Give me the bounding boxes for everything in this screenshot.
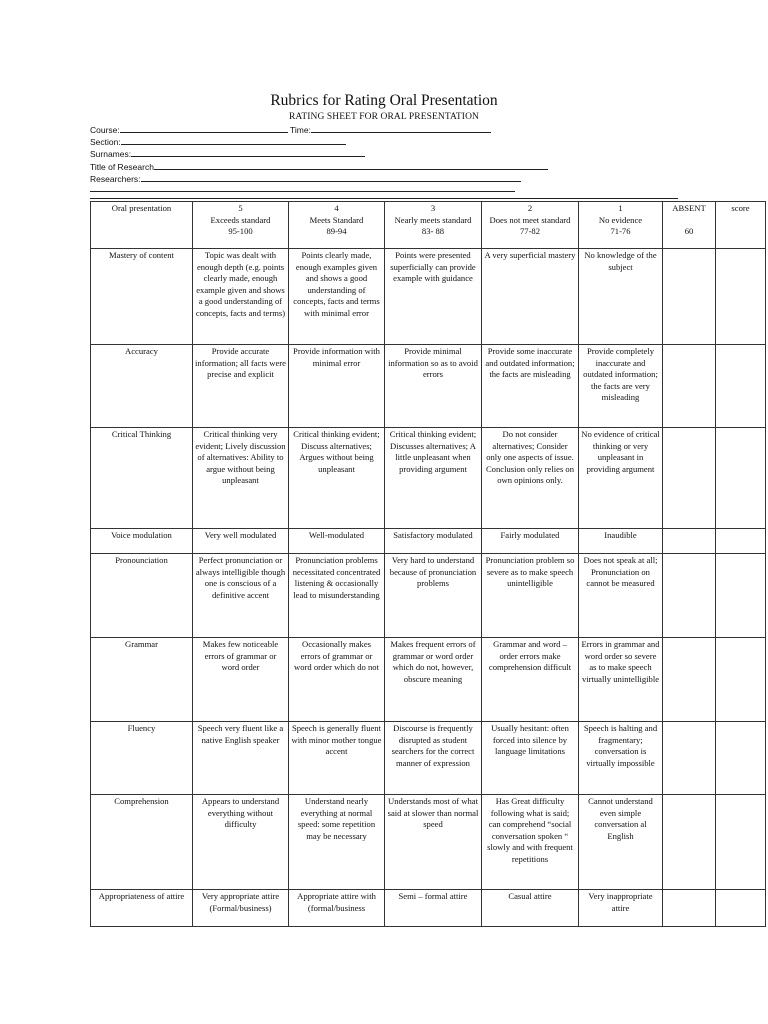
cell-level-2: Casual attire [482,890,579,927]
header-level-1: 1 No evidence 71-76 [579,202,663,249]
cell-level-1: Errors in grammar and word order so severe as to make speech virtually unintelligible [579,638,663,722]
score-cell[interactable] [716,638,766,722]
score-cell[interactable] [716,554,766,638]
cell-level-4: Speech is generally fluent with minor mother tongue accent [289,722,385,795]
surnames-label: Surnames: [90,149,132,159]
cell-level-1: Provide completely inaccurate and outdated information; the facts are very misleading [579,345,663,428]
surnames-field[interactable] [90,148,365,160]
header-level-5: 5 Exceeds standard 95-100 [193,202,289,249]
absent-cell[interactable] [663,722,716,795]
absent-cell[interactable] [663,345,716,428]
cell-level-3: Discourse is frequently disrupted as student searchers for the correct manner of expression [385,722,482,795]
header-absent: ABSENT 60 [663,202,716,249]
row-appropriateness-of-attire [91,890,766,927]
cell-level-5: Makes few noticeable errors of grammar or word order [193,638,289,722]
cell-level-1: Speech is halting and fragmentary; conversation is virtually impossible [579,722,663,795]
score-cell[interactable] [716,529,766,554]
cell-level-3: Critical thinking evident; Discusses alternatives; A little unpleasant when providing argument [385,428,482,529]
row-voice-modulation [91,529,766,554]
cell-level-3: Points were presented superficially can provide example with guidance [385,249,482,345]
cell-level-3: Very hard to understand because of pronunciation problems [385,554,482,638]
header-level-2: 2 Does not meet standard 77-82 [482,202,579,249]
cell-level-4: Well-modulated [289,529,385,554]
cell-level-4: Pronunciation problems necessitated concentrated listening & occasionally lead to misunderstanding [289,554,385,638]
absent-cell[interactable] [663,428,716,529]
score-cell[interactable] [716,249,766,345]
cell-level-5: Critical thinking very evident; Lively discussion of alternatives: Ability to argue without being unpleasant [193,428,289,529]
document-subtitle: RATING SHEET FOR ORAL PRESENTATION [288,112,479,122]
cell-level-2: Grammar and word – order errors make comprehension difficult [482,638,579,722]
absent-cell[interactable] [663,529,716,554]
score-cell[interactable] [716,890,766,927]
cell-level-2: Provide some inaccurate and outdated information; the facts are misleading [482,345,579,428]
cell-level-5: Perfect pronunciation or always intelligible though one is conscious of a definitive accent [193,554,289,638]
row-fluency [91,722,766,795]
cell-level-4: Occasionally makes errors of grammar or word order which do not [289,638,385,722]
criterion-label: Pronounciation [91,554,193,638]
header-criterion: Oral presentation [91,202,193,249]
cell-level-1: Does not speak at all; Pronunciation on cannot be measured [579,554,663,638]
cell-level-5: Speech very fluent like a native English speaker [193,722,289,795]
separator-line [90,198,678,199]
cell-level-5: Very appropriate attire (Formal/business) [193,890,289,927]
absent-cell[interactable] [663,554,716,638]
header-score: score [716,202,766,249]
criterion-label: Accuracy [91,345,193,428]
score-cell[interactable] [716,722,766,795]
absent-cell[interactable] [663,249,716,345]
cell-level-2: Usually hesitant: often forced into silence by language limitations [482,722,579,795]
row-grammar [91,638,766,722]
cell-level-2: Has Great difficulty following what is said; can comprehend “social conversation spoken “ slowly and with frequent repetitions [482,795,579,890]
cell-level-2: Do not consider alternatives; Consider only one aspects of issue. Conclusion only relies on own opinions only. [482,428,579,529]
cell-level-2: A very superficial mastery [482,249,579,345]
criterion-label: Mastery of content [91,249,193,345]
cell-level-4: Understand nearly everything at normal speed: some repetition may be necessary [289,795,385,890]
criterion-label: Fluency [91,722,193,795]
section-label: Section: [90,137,121,147]
course-label: Course: [90,125,120,135]
rubric-table [90,201,766,927]
cell-level-2: Pronunciation problem so severe as to make speech unintelligible [482,554,579,638]
row-pronounciation [91,554,766,638]
cell-level-2: Fairly modulated [482,529,579,554]
header-level-4: 4 Meets Standard 89-94 [289,202,385,249]
cell-level-1: Very inappropriate attire [579,890,663,927]
score-cell[interactable] [716,345,766,428]
cell-level-3: Semi – formal attire [385,890,482,927]
criterion-label: Critical Thinking [91,428,193,529]
row-critical-thinking [91,428,766,529]
cell-level-1: No knowledge of the subject [579,249,663,345]
title-of-research-field[interactable] [90,161,548,173]
score-cell[interactable] [716,428,766,529]
researchers-label: Researchers: [90,174,141,184]
cell-level-4: Provide information with minimal error [289,345,385,428]
absent-cell[interactable] [663,890,716,927]
criterion-label: Grammar [91,638,193,722]
header-row [91,202,766,249]
cell-level-5: Appears to understand everything without difficulty [193,795,289,890]
cell-level-1: No evidence of critical thinking or very unpleasant in providing argument [579,428,663,529]
cell-level-5: Provide accurate information; all facts were precise and explicit [193,345,289,428]
course-field[interactable] [90,124,491,136]
cell-level-1: Inaudible [579,529,663,554]
row-accuracy [91,345,766,428]
cell-level-3: Understands most of what said at slower than normal speed [385,795,482,890]
section-field[interactable] [90,136,346,148]
time-label: Time: [289,125,311,135]
criterion-label: Voice modulation [91,529,193,554]
cell-level-5: Very well modulated [193,529,289,554]
score-cell[interactable] [716,795,766,890]
researchers-extra-line [90,191,515,192]
cell-level-4: Critical thinking evident; Discuss alternatives; Argues without being unpleasant [289,428,385,529]
title-of-research-label: Title of Research [90,162,154,172]
cell-level-3: Satisfactory modulated [385,529,482,554]
cell-level-4: Points clearly made, enough examples given and shows a good understanding of concepts, facts and terms with minimal error [289,249,385,345]
absent-cell[interactable] [663,638,716,722]
cell-level-3: Makes frequent errors of grammar or word order which do not, however, obscure meaning [385,638,482,722]
researchers-field[interactable] [90,173,521,185]
header-level-3: 3 Nearly meets standard 83- 88 [385,202,482,249]
row-comprehension [91,795,766,890]
document-title: Rubrics for Rating Oral Presentation [270,92,498,109]
row-mastery-of-content [91,249,766,345]
cell-level-1: Cannot understand even simple conversation al English [579,795,663,890]
criterion-label: Comprehension [91,795,193,890]
criterion-label: Appropriateness of attire [91,890,193,927]
cell-level-3: Provide minimal information so as to avoid errors [385,345,482,428]
cell-level-5: Topic was dealt with enough depth (e.g. points clearly made, enough example given and shows a good understanding of concepts, facts and terms) [193,249,289,345]
absent-cell[interactable] [663,795,716,890]
cell-level-4: Appropriate attire with (formal/business [289,890,385,927]
